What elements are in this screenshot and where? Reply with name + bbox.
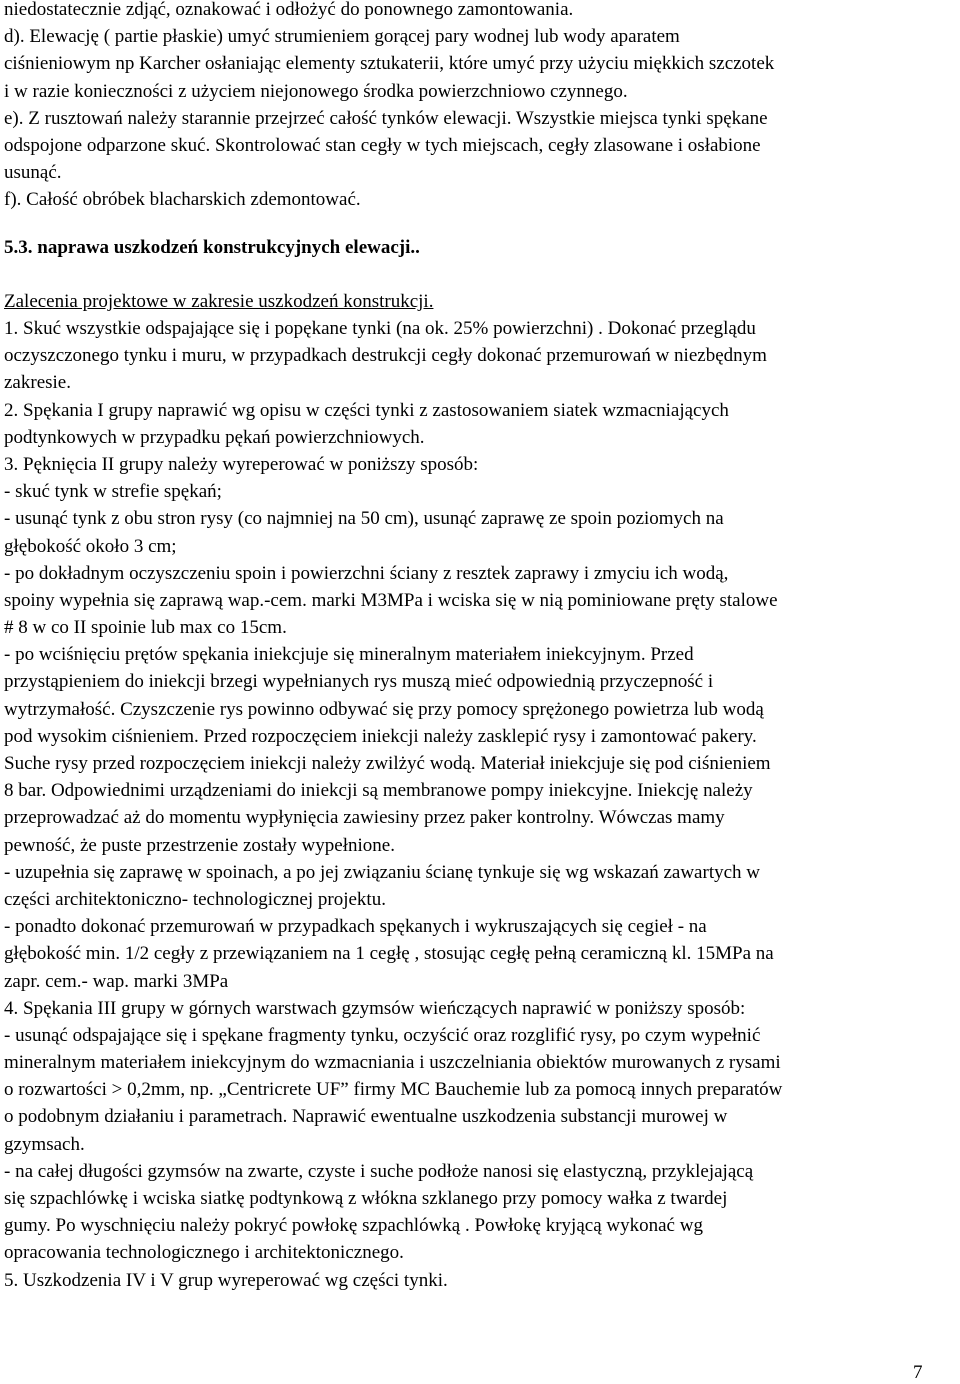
- text-line: f). Całość obróbek blacharskich zdemontować.: [4, 189, 361, 211]
- text-line: # 8 w co II spoinie lub max co 15cm.: [4, 617, 287, 639]
- body-paragraphs: [4, 315, 954, 1294]
- text-line: się szpachlówkę i wciska siatkę podtynkową z włókna szklanego przy pomocy wałka z twardej: [4, 1188, 728, 1209]
- text-line: - po dokładnym oczyszczeniu spoin i powierzchni ściany z resztek zaprawy i zmyciu ich wodą,: [4, 562, 729, 584]
- text-line: 4. Spękania III grupy w górnych warstwach gzymsów wieńczących naprawić w poniższy sposób:: [4, 997, 746, 1019]
- intro-paragraphs: [4, 0, 954, 214]
- text-line: podtynkowych w przypadku pękań powierzchniowych.: [4, 426, 425, 448]
- text-line: przystąpieniem do iniekcji brzegi wypełnianych rys muszą mieć odpowiednią przyczepność i: [4, 671, 714, 693]
- text-line: oczyszczonego tynku i muru, w przypadkach destrukcji cegły dokonać przemurowań w niezbędnym: [4, 345, 767, 367]
- text-line: niedostatecznie zdjąć, oznakować i odłożyć do ponownego zamontowania.: [4, 0, 574, 20]
- text-line: mineralnym materiałem iniekcyjnym do wzmacniania i uszczelniania obiektów murowanych z rysami: [4, 1052, 781, 1074]
- text-line: - na całej długości gzymsów na zwarte, czyste i suche podłoże nanosi się elastyczną, przyklejającą: [4, 1160, 754, 1182]
- text-line: spoiny wypełnia się zaprawą wap.-cem. marki M3MPa i wciska się w nią pominiowane pręty stalowe: [4, 589, 778, 611]
- text-line: gumy. Po wyschnięciu należy pokryć powłokę szpachlówką . Powłokę kryjącą wykonać wg: [4, 1215, 703, 1237]
- section-heading: 5.3. naprawa uszkodzeń konstrukcyjnych elewacji..: [4, 237, 420, 258]
- text-line: pod wysokim ciśnieniem. Przed rozpoczęciem iniekcji należy zasklepić rysy i zamontować pakery.: [4, 725, 757, 747]
- text-line: - ponadto dokonać przemurowań w przypadkach spękanych i wykruszających się cegieł - na: [4, 916, 707, 938]
- subheading: Zalecenia projektowe w zakresie uszkodzeń konstrukcji.: [4, 291, 434, 312]
- text-line: zakresie.: [4, 372, 71, 394]
- text-line: - skuć tynk w strefie spękań;: [4, 481, 222, 503]
- text-line: - usunąć tynk z obu stron rysy (co najmniej na 50 cm), usunąć zaprawę ze spoin poziomych na: [4, 508, 724, 530]
- text-line: - usunąć odspajające się i spękane fragmenty tynku, oczyścić oraz rozglifić rysy, po czym wypełnić: [4, 1024, 761, 1046]
- page-number: 7: [913, 1362, 923, 1383]
- text-line: i w razie konieczności z użyciem niejonowego środka powierzchniowo czynnego.: [4, 80, 628, 102]
- text-line: wytrzymałość. Czyszczenie rys powinno odbywać się przy pomocy sprężonego powietrza lub wodą: [4, 698, 764, 720]
- text-line: 8 bar. Odpowiednimi urządzeniami do iniekcji są membranowe pompy iniekcyjne. Iniekcję należy: [4, 780, 753, 802]
- text-line: o rozwartości > 0,2mm, np. „Centricrete UF” firmy MC Bauchemie lub za pomocą innych preparatów: [4, 1079, 783, 1101]
- text-line: 2. Spękania I grupy naprawić wg opisu w części tynki z zastosowaniem siatek wzmacniających: [4, 399, 729, 421]
- text-line: ciśnieniowym np Karcher osłaniając elementy sztukaterii, które umyć przy użyciu miękkich szczotek: [4, 53, 775, 75]
- text-line: pewność, że puste przestrzenie zostały wypełnione.: [4, 834, 395, 856]
- text-line: o podobnym działaniu i parametrach. Naprawić ewentualne uszkodzenia substancji murowej w: [4, 1106, 728, 1128]
- text-line: e). Z rusztowań należy starannie przejrzeć całość tynków elewacji. Wszystkie miejsca tynki spękane: [4, 107, 768, 129]
- text-line: odspojone odparzone skuć. Skontrolować stan cegły w tych miejscach, cegły zlasowane i osłabione: [4, 134, 761, 156]
- text-line: głębokość około 3 cm;: [4, 535, 177, 557]
- text-line: 3. Pęknięcia II grupy należy wyreperować w poniższy sposób:: [4, 453, 479, 475]
- text-line: Suche rysy przed rozpoczęciem iniekcji należy zwilżyć wodą. Materiał iniekcjuje się pod ciśnieniem: [4, 753, 771, 774]
- text-line: - uzupełnia się zaprawę w spoinach, a po jej związaniu ścianę tynkuje się wg wskazań zawartych w: [4, 861, 761, 883]
- text-line: d). Elewację ( partie płaskie) umyć strumieniem gorącej pary wodnej lub wody aparatem: [4, 26, 680, 48]
- text-line: - po wciśnięciu prętów spękania iniekcjuje się mineralnym materiałem iniekcyjnym. Przed: [4, 644, 694, 666]
- text-line: 1. Skuć wszystkie odspajające się i popękane tynki (na ok. 25% powierzchni) . Dokonać przeglądu: [4, 318, 756, 339]
- text-line: zapr. cem.- wap. marki 3MPa: [4, 970, 229, 992]
- text-line: opracowania technologicznego i architektonicznego.: [4, 1242, 404, 1264]
- text-line: przeprowadzać aż do momentu wypłynięcia zawiesiny przez paker kontrolny. Wówczas mamy: [4, 807, 725, 829]
- text-line: głębokość min. 1/2 cegły z przewiązaniem na 1 cegłę , stosując cegłę pełną ceramiczną kl. 15MPa na: [4, 943, 774, 965]
- text-line: gzymsach.: [4, 1133, 85, 1155]
- text-line: usunąć.: [4, 162, 62, 184]
- text-line: części architektoniczno- technologicznej projektu.: [4, 888, 386, 910]
- text-line: 5. Uszkodzenia IV i V grup wyreperować wg części tynki.: [4, 1269, 448, 1291]
